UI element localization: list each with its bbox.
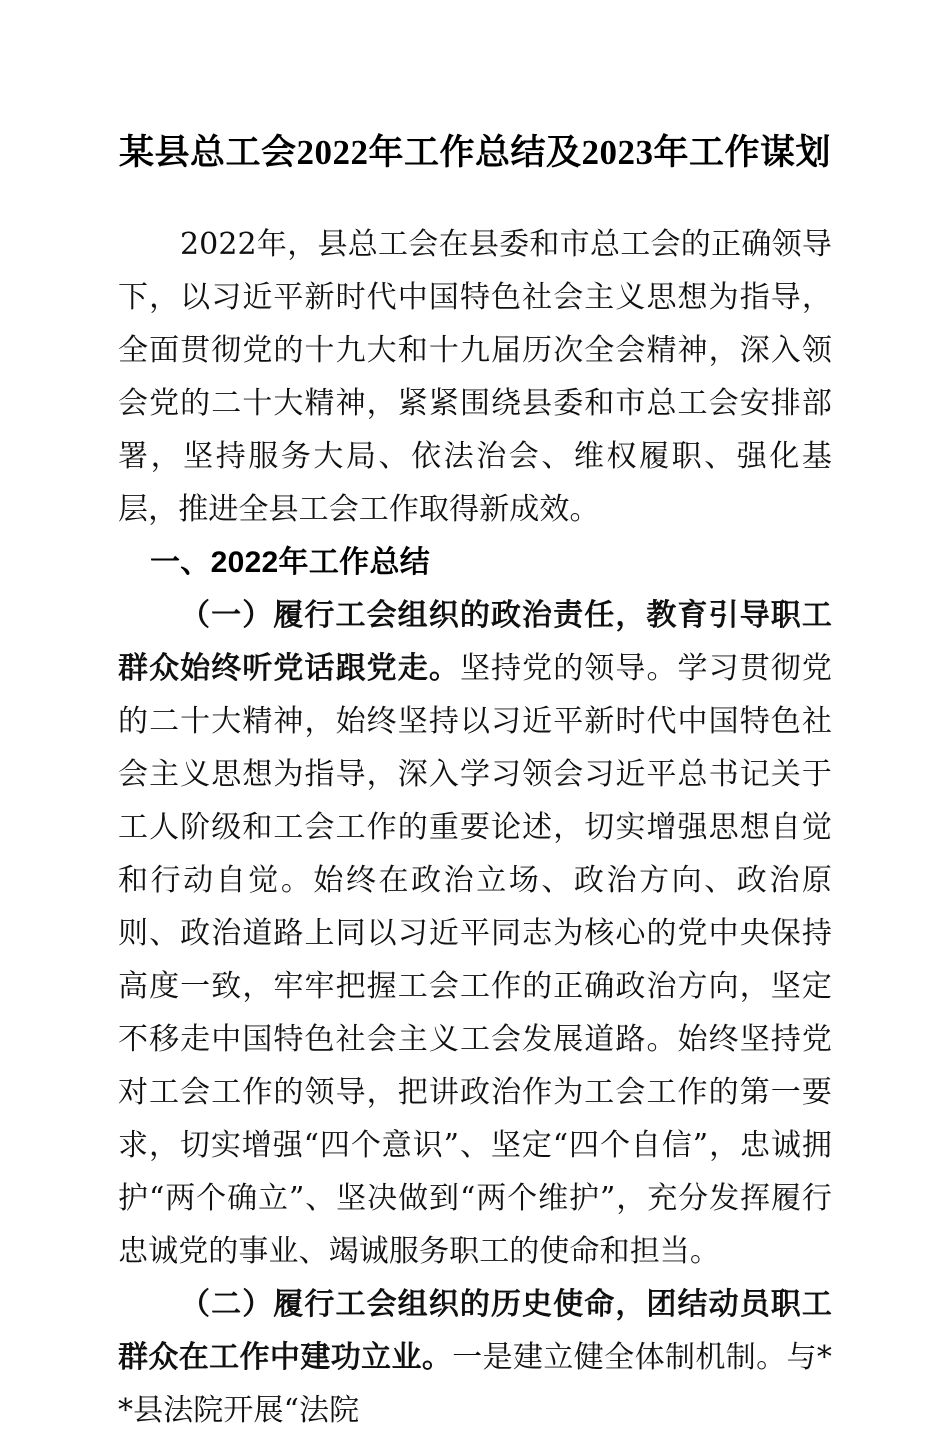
lead-paragraph: 2022年，县总工会在县委和市总工会的正确领导下，以习近平新时代中国特色社会主义思想为指导，全面贯彻党的十九大和十九届历次全会精神，深入领会党的二十大精神，紧紧围绕县委和市总工会安排部署，坚持服务大局、依法治会、维权履职、强化基层，推进全县工会工作取得新成效。: [118, 227, 832, 527]
page-title: 某县总工会2022年工作总结及2023年工作谋划: [118, 133, 831, 172]
paragraph-item-1-body: 坚持党的领导。学习贯彻党的二十大精神，始终坚持以习近平新时代中国特色社会主义思想为指导，深入学习领会习近平总书记关于工人阶级和工会工作的重要论述，切实增强思想自觉和行动自觉。始终在政治立场、政治方向、政治原则、政治道路上同以习近平同志为核心的党中央保持高度一致，牢牢把握工会工作的正确政治方向，坚定不移走中国特色社会主义工会发展道路。始终坚持党对工会工作的领导，把讲政治作为工会工作的第一要求，切实增强“四个意识”、坚定“四个自信”，忠诚拥护“两个确立”、坚决做到“两个维护”，充分发挥履行忠诚党的事业、竭诚服务职工的使命和担当。: [118, 651, 832, 1269]
paragraph-item-2-bold-lead: （二）履行工会组织的历史使命，团结动员职工群众在工作中建功立业。: [118, 1287, 832, 1375]
section-heading-1: 一、2022年工作总结: [150, 546, 431, 579]
paragraph-item-1: [118, 589, 832, 1278]
paragraph-item-2: [118, 1278, 832, 1437]
paragraph-item-2-body: 一是建立健全体制机制。与**县法院开展“法院: [118, 1340, 832, 1428]
document-body: [118, 0, 832, 1437]
paragraph-item-1-bold-lead: （一）履行工会组织的政治责任，教育引导职工群众始终听党话跟党走。: [118, 598, 832, 686]
